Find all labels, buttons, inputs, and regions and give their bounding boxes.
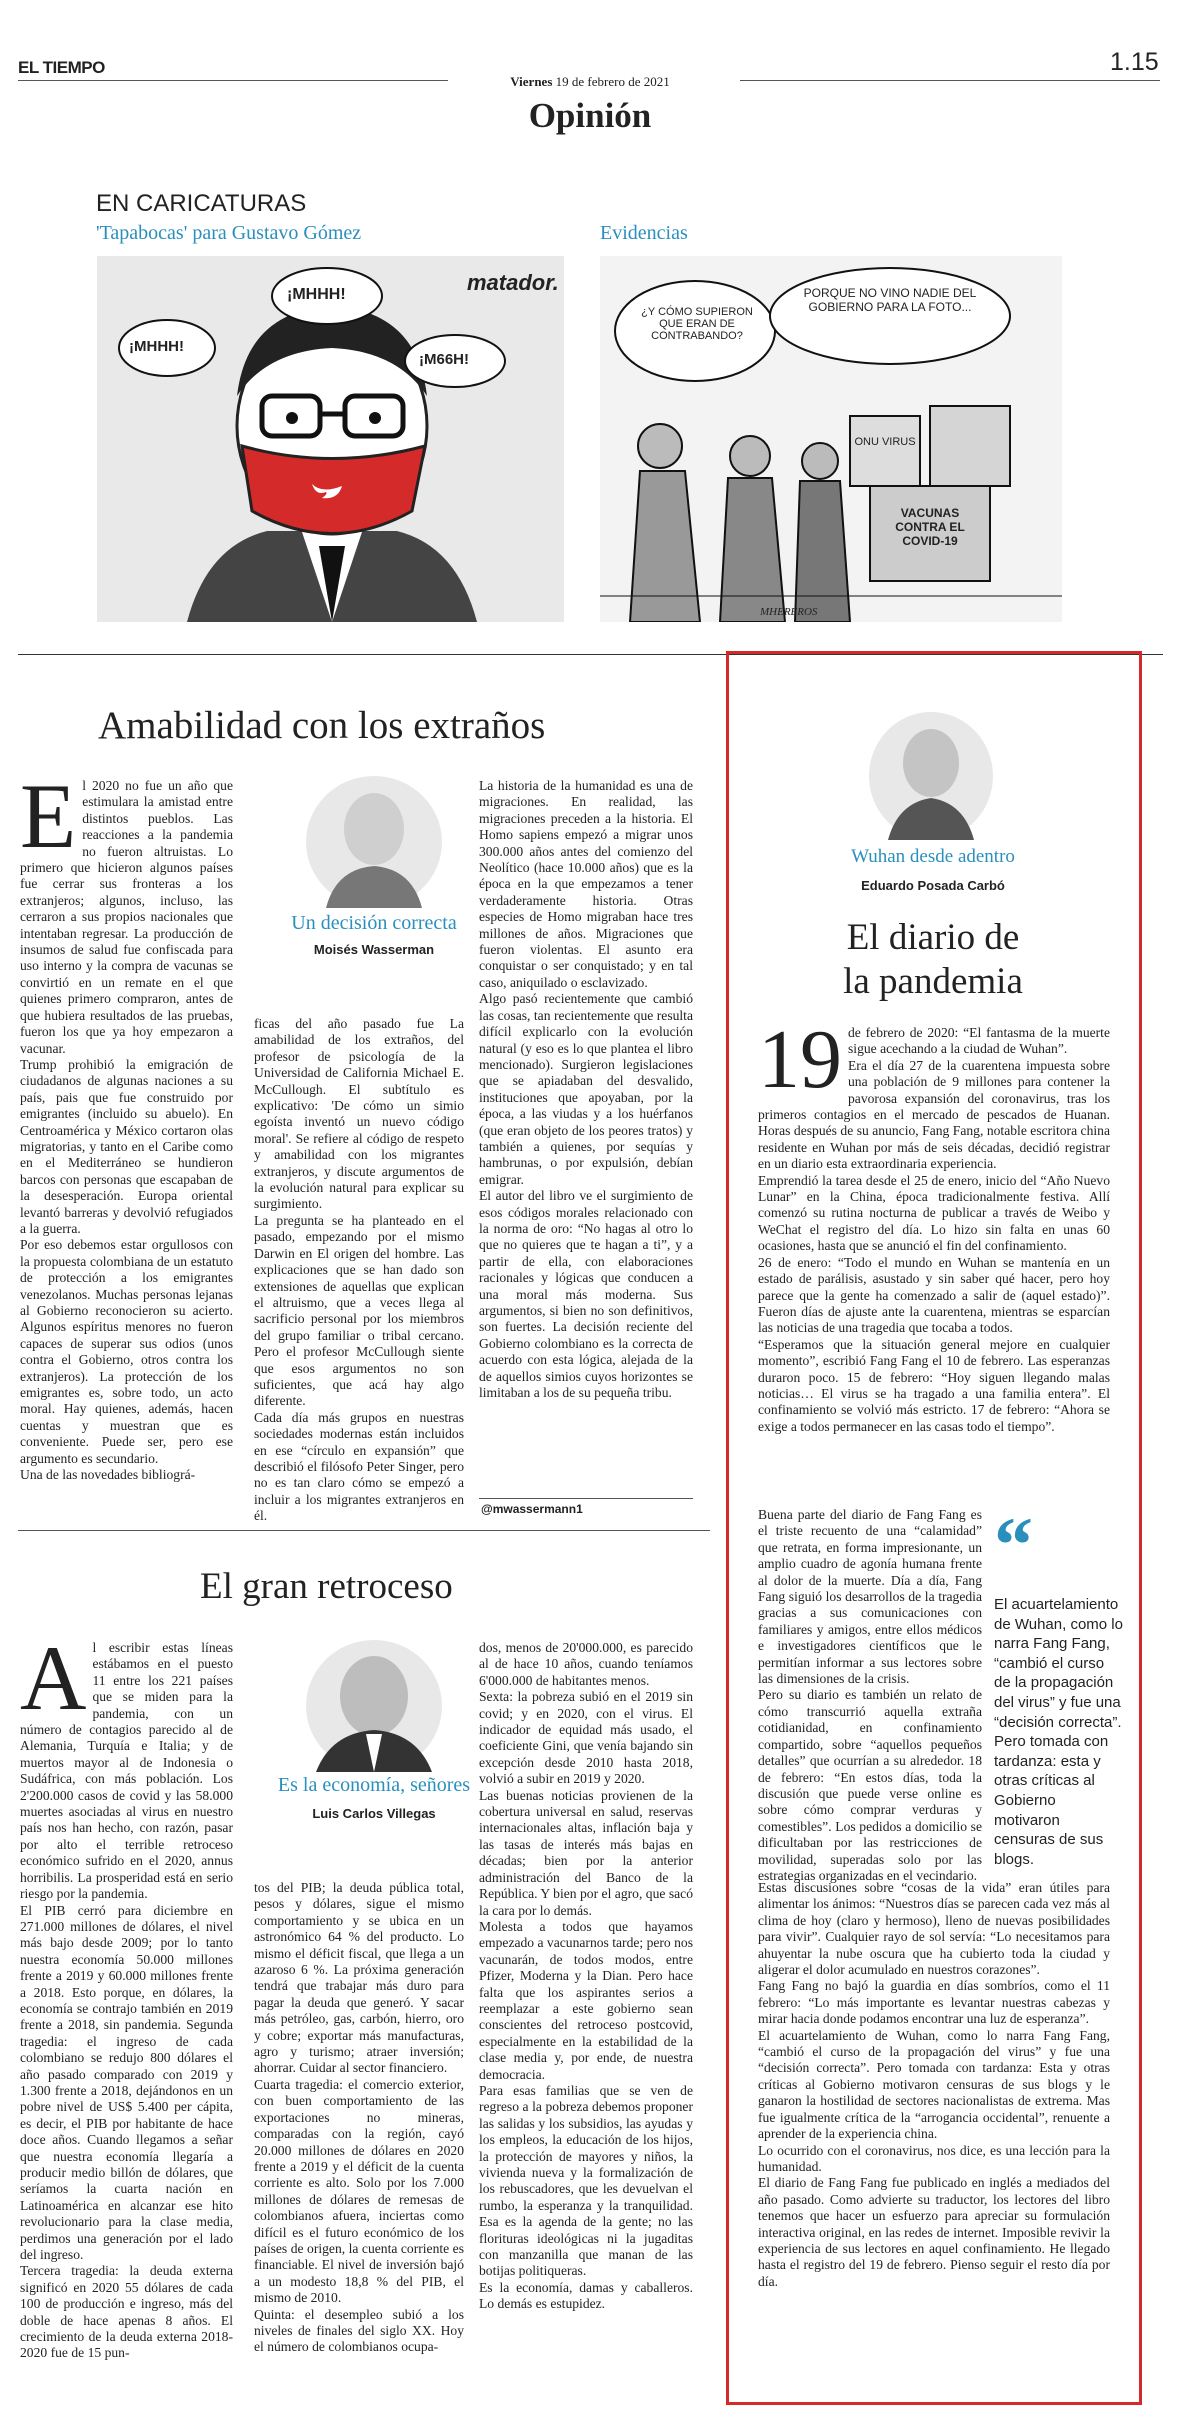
article3-dropcap: 19 — [758, 1013, 842, 1106]
page-number: 1.15 — [1110, 48, 1159, 76]
cartoon-right-caption: Evidencias — [600, 222, 688, 244]
cartoons-label: EN CARICATURAS — [96, 190, 307, 217]
cartoon-bubble-answer: PORQUE NO VINO NADIE DEL GOBIERNO PARA LA FOTO... — [803, 286, 977, 314]
article2-author-photo — [276, 1638, 472, 1776]
cartoon-bubble-3: ¡M66H! — [419, 351, 470, 368]
article3-lead-text: de febrero de 2020: “El fantasma de la muerte sigue acechando a la ciudad de Wuhan”. Era el día 27 de la cuarentena impuesta sobre una población de 9 millones para contener la pavorosa expansión del coronavirus, tras los primeros contagios en el mercado de pescados de Huanan. Horas después de su anuncio, Fang Fang, notable escritora china residente en Wuhan por más de seis décadas, decidió registrar en un diario esta extraordinaria experiencia. Emprendió la tarea desde el 25 de enero, inicio del “Año Nuevo Lunar” en la China, época tradicionalmente festiva. Allí comenzó su rutina nocturna de publicar a través de Weibo y WeChat el registro del día. Lo hizo sin falta en unas 60 ocasiones, hasta que se anunció el fin del confinamiento. 26 de enero: “Todo el mundo en Wuhan se mantenía en un estado de parálisis, asustado y sin saber qué hacer, pero hoy parece que la gente ha comenzado a salir de (aquel estado)”. Fueron días de ajuste ante la cuarentena, mientras se esparcían las noticias de una tragedia que tocaba a todos. “Esperamos que la situación general mejore en cualquier momento”, escribió Fang Fang el 10 de febrero. Las esperanzas duraron poco. 15 de febrero: “Hoy siguen llegando malas noticias… El virus se ha tragado a una familia entera”. El confinamiento se volvió más estricto. 17 de febrero: “Ahora se exige a todos permanecer en las casas todo el tiempo”. — [758, 1025, 1110, 1434]
cartoon-box-label-2: VACUNAS CONTRA EL COVID-19 — [895, 506, 965, 548]
cartoon-evidencias — [600, 256, 1062, 622]
cartoon-tapabocas — [97, 256, 564, 622]
article1-title: Amabilidad con los extraños — [98, 704, 546, 747]
article3-title: El diario de la pandemia — [843, 917, 1023, 1002]
article1-col3: La historia de la humanidad es una de migraciones. En realidad, las migraciones preceden a la historia. El Homo sapiens empezó a migrar unos 300.000 años antes del comienzo del Neolítico (hace 10.000 años) que es la época en la que empezamos a tener verdaderamente historia. Otras especies de Homo migraban hace tres millones de años. Migraciones que fueron violentas. El asunto era conquistar o ser conquistado; y en tal caso, aniquilado o esclavizado. Algo pasó recientemente que cambió las cosas, tan recientemente que resulta difícil explicarlo con la evolución natural (y eso es lo que plantea el libro mencionado). Surgieron legislaciones que se apiadaban del desvalido, instituciones que apoyaban, por la época, a las viudas y a los huérfanos (que eran objeto de los peores tratos) y también a quienes, por sequías y hambrunas, o por expulsión, debían emigrar. El autor del libro ve el surgimiento de esos códigos morales relacionado con la norma de oro: “No hagas al otro lo que no quieres que te hagan a ti”, y a partir de ella, con elaboraciones racionales y lógicas que conducen a una moral más moderna. Sus argumentos, si bien no son definitivos, son fuertes. La decisión reciente del Gobierno colombiano es la correcta de acuerdo con esta lógica, alejada de la de aquellos simios cuyos horizontes se limitaban a los de su pequeña tribu. — [479, 778, 693, 1401]
article3-rest: Estas discusiones sobre “cosas de la vida” eran útiles para alimentar los ánimos: “Nuestros días se parecen cada vez más al clima de hoy (claro y hermoso), lleno de nuevas posibilidades para vivir”. Cualquier rayo de sol servía: “Lo necesitamos para ahuyentar la nube oscura que ha cubierto toda la ciudad y aligerar el dolor acumulado en nuestros corazones”. Fang Fang no bajó la guardia en días sombríos, como el 11 febrero: “Lo más importante es levantar nuestras cabezas y mirar hacia donde podamos encontrar una luz de esperanza”. El acuartelamiento de Wuhan, como lo narra Fang Fang, “cambió el curso de la propagación del virus” y fue una “decisión correcta”. Pero tomada con tardanza: Esta y otras críticas al Gobierno motivaron censuras de sus blogs y le ganaron la hostilidad de sectores nacionalistas de extrema. Mas fue igualmente crítica de la “arrogancia occidental”, renuente a aprender de la experiencia china. Lo ocurrido con el coronavirus, nos dice, es una lección para la humanidad. El diario de Fang Fang fue publicado en inglés a mediados del año pasado. Como advierte su traductor, los lectores del libro tenemos que hacer un esfuerzo para apreciar su formulación interactiva original, en las redes de internet. Imposible revivir la experiencia de sus lectores en aquel confinamiento. He llegado hasta el registro del 19 de febrero. Pienso seguir el resto día por día. — [758, 1880, 1110, 2289]
cartoon-bubble-2: ¡MHHH! — [287, 286, 346, 303]
cartoon-brand: matador. — [467, 270, 559, 295]
article1-author: Moisés Wasserman — [313, 942, 435, 957]
article2-col1-text: l escribir estas líneas estábamos en el puesto 11 entre los 221 países que se miden para la pandemia, con un número de contagios parecido al de Alemania, Turquía e Italia; y de muertos mayor al de Indonesia o Sudáfrica, con más población. Los 2'200.000 casos de covid y las 58.000 muertes asociadas al virus en nuestro país nos han hecho, con razón, pasar por alto el terrible retroceso económico sufrido en el 2020, annus horribilis. La prosperidad está en serio riesgo por la pandemia. El PIB cerró para diciembre en 271.000 millones de dólares, el nivel más bajo desde 2009; por lo tanto nuestra economía 50.000 millones frente a 2019 y 60.000 millones frente a 2018. Esto porque, en dólares, la economía se contrajo también en 2019 frente a 2018, sin pandemia. Segunda tragedia: el ingreso de cada colombiano se redujo 800 dólares el año pasado comparado con 2019 y 1.300 frente a 2018, dejándonos en un pobre nivel de US$ 5.400 per cápita, es decir, el PIB por habitante de hace doce años. Cuando llegamos a señar que nuestra economía llegaría a producir medio billón de dólares, que seríamos la cuarta nación en Latinoamérica en alcanzar ese hito revolucionario para la clase media, perdimos una generación por el lado del ingreso. Tercera tragedia: la deuda externa significó en 2020 55 dólares de cada 100 de producción e ingreso, más del doble de hace apenas 8 años. El crecimiento de la deuda externa 2018-2020 fue de 15 pun- — [20, 1640, 233, 2361]
cartoon-left-caption: 'Tapabocas' para Gustavo Gómez — [96, 222, 362, 244]
article2-title: El gran retroceso — [200, 1566, 453, 1607]
article2-dropcap: A — [20, 1627, 87, 1729]
paper-name: EL TIEMPO — [18, 58, 105, 77]
article2-column-name: Es la economía, señores — [277, 1774, 471, 1796]
cartoon-bubble-question: ¿Y CÓMO SUPIERON QUE ERAN DE CONTRABANDO? — [641, 306, 753, 342]
article1-col1 — [20, 765, 233, 1483]
article2-col1 — [20, 1627, 233, 2362]
article1-author-photo — [276, 774, 472, 912]
article3-quote-mark: “ — [994, 1501, 1033, 1588]
article1-dropcap: E — [20, 765, 77, 867]
cartoon-signature: MHEREROS — [760, 606, 818, 618]
article3-author-photo — [858, 708, 1004, 846]
article2-author: Luis Carlos Villegas — [312, 1806, 436, 1821]
article1-col1-text: l 2020 no fue un año que estimulara la amistad entre distintos pueblos. Las reacciones a la pandemia no fueron altruistas. Lo primero que hicieron algunos países fue cerrar sus fronteras a los extranjeros; algunos, incluso, las cerraron a sus propios nacionales que intentaban regresar. La producción de insumos de salud fue confiscada para uso interno y la compra de vacunas se convirtió en un remate en el que quienes primero compraron, antes de que hubiera resultados de las pruebas, fueron los que ya hoy empezaron a vacunar. Trump prohibió la emigración de ciudadanos de algunas naciones a su país, pais que fue construido por emigrantes (incluido su abuelo). En Centroamérica y México cortaron olas migratorias, y tanto en el Caribe como en el Mediterráneo se hundieron barcos con personas que escapaban de la desesperación. Europa oriental levantó barreras y devolvió refugiados a la guerra. Por eso debemos estar orgullosos con la propuesta colombiana de un estatuto de protección a los emigrantes venezolanos. Muchas personas lejanas al Gobierno reconocieron su acierto. Algunos espíritus menores no fueron capaces de superar sus odios (unos contra el Gobierno, otros contra los extranjeros). La protección de los emigrantes es, sobre todo, un acto moral. Hay quienes, además, hacen cuentas y muestran que es conveniente. Puede ser, pero ese argumento es secundario. Una de las novedades bibliográ- — [20, 778, 233, 1483]
section-title: Opinión — [528, 96, 652, 135]
article2-col3: dos, menos de 20'000.000, es parecido al de hace 10 años, cuando teníamos 6'000.000 de habitantes menos. Sexta: la pobreza subió en el 2019 sin covid; y en 2020, con el virus. El indicador de equidad más usado, el coeficiente Gini, que venía bajando sin excepción desde 2010 hasta 2018, volvió a subir en 2019 y 2020. Las buenas noticias provienen de la cobertura universal en salud, reservas internacionales altas, inflación baja y las tasas de interés más bajas en décadas; bien por la anterior administración del Banco de la República. Y bien por el agro, que sacó la cara por lo demás. Molesta a todos que hayamos empezado a vacunarnos tarde; pero nos vacunarán, de todos modos, entre Pfizer, Moderna y la Dian. Pero hace falta que los aspirantes serios a reemplazar a este gobierno sean conscientes del retroceso postcovid, especialmente en la estabilidad de la clase media y, por ende, de nuestra democracia. Para esas familias que se ven de regreso a la pobreza debemos proponer las salidas y los subsidios, las ayudas y los empleos, la educación de los hijos, la protección de mayores y niños, la vivienda nueva y la formalización de los rebuscadores, que les devuelvan el rumbo, la esperanza y la tranquilidad. Esa es la agenda de la gente; no las florituras ideológicas ni la jugaditas con manzanilla que manan de las botijas politiqueras. Es la economía, damas y caballeros. Lo demás es estupidez. — [479, 1640, 694, 2312]
cartoon-box-label-1: ONU VIRUS — [854, 436, 916, 448]
article3-pull-quote: El acuartelamiento de Wuhan, como lo narra Fang Fang, “cambió el curso de la propagación del virus” y fue una “decisión correcta”. Pero tomada con tardanza: esta y otras críticas al Gobierno motivaron censuras de sus blogs. — [994, 1596, 1123, 1868]
article1-column-name: Un decisión correcta — [291, 912, 457, 934]
article3-author: Eduardo Posada Carbó — [861, 878, 1005, 893]
article1-handle: @mwassermann1 — [481, 1502, 583, 1516]
date-line: Viernes 19 de febrero de 2021 — [510, 74, 670, 89]
article3-column-name: Wuhan desde adentro — [851, 846, 1015, 867]
article3-lead — [758, 1013, 1110, 1435]
article2-col2: tos del PIB; la deuda pública total, pesos y dólares, sigue el mismo comportamiento y se ubica en un astronómico 64 % del producto. Lo mismo el déficit fiscal, que llega a un azaroso 6 %. La próxima generación tendrá que trabajar más duro para pagar la deuda que generó. Y sacar más petróleo, gas, carbón, hierro, oro y cobre; exportar más manufacturas, agro y turismo; atraer inversión; ahorrar. Cuidar al sector financiero. Cuarta tragedia: el comercio exterior, con buen comportamiento de las exportaciones no mineras, comparadas con la región, cayó 20.000 millones de dólares en 2020 frente a 2019 y el déficit de la cuenta corriente es alto. Solo por los 7.000 millones de dólares de remesas de colombianos afuera, inciertas como difícil es el futuro económico de los países de origen, la cuenta corriente es financiable. El nivel de inversión bajó a un modesto 18,8 % del PIB, el mismo de 2010. Quinta: el desempleo subió a los niveles de finales del siglo XX. Hoy el número de colombianos ocupa- — [254, 1880, 464, 2355]
article3-narrow-text: Buena parte del diario de Fang Fang es el triste recuento de una “calamidad” que retrata, en forma impresionante, un amplio cuadro de agonía humana frente al dolor de la muerte. Día a día, Fang Fang siguió los desarrollos de la tragedia gracias a sus comunicaciones con familiares y amigos, entre ellos médicos e investigadores científicos que le permitían informar a sus lectores sobre las dimensiones de la crisis. Pero su diario es también un relato de cómo transcurrió aquella extraña cotidianidad, en confinamiento compartido, sobre “aquellos pequeños detalles” que ocurrían a su alrededor. 18 de febrero: “En estos días, toda la discusión que puede verse online es sobre cómo comprar verduras y comestibles”. Los pedidos a domicilio se dificultaban por las restricciones de movilidad, superadas solo por las estrategias organizadas en el vecindario. — [758, 1507, 982, 1883]
cartoon-bubble-1: ¡MHHH! — [129, 338, 184, 355]
article1-col2: ficas del año pasado fue La amabilidad de los extraños, del profesor de psicología de la Universidad de California Michael E. McCullough. El subtítulo es explicativo: 'De cómo un simio egoísta inventó un nuevo código moral'. Se refiere al código de respeto y amabilidad con los migrantes extranjeros, y discute argumentos de la evolución natural para explicar su surgimiento. La pregunta se ha planteado en el pasado, empezando por el mismo Darwin en El origen del hombre. Las explicaciones que se han dado son extensiones de aquellas que explican el altruismo, que a veces llega al sacrificio personal por los miembros del grupo familiar o tribal cercano. Pero el profesor McCullough siente que esos argumentos no son suficientes, que acá hay algo diferente. Cada día más grupos en nuestras sociedades modernas están incluidos en ese “círculo en expansión” que describió el filósofo Peter Singer, pero no es tan claro cómo se empezó a incluir a los migrantes extranjeros en él. — [254, 1016, 464, 1524]
